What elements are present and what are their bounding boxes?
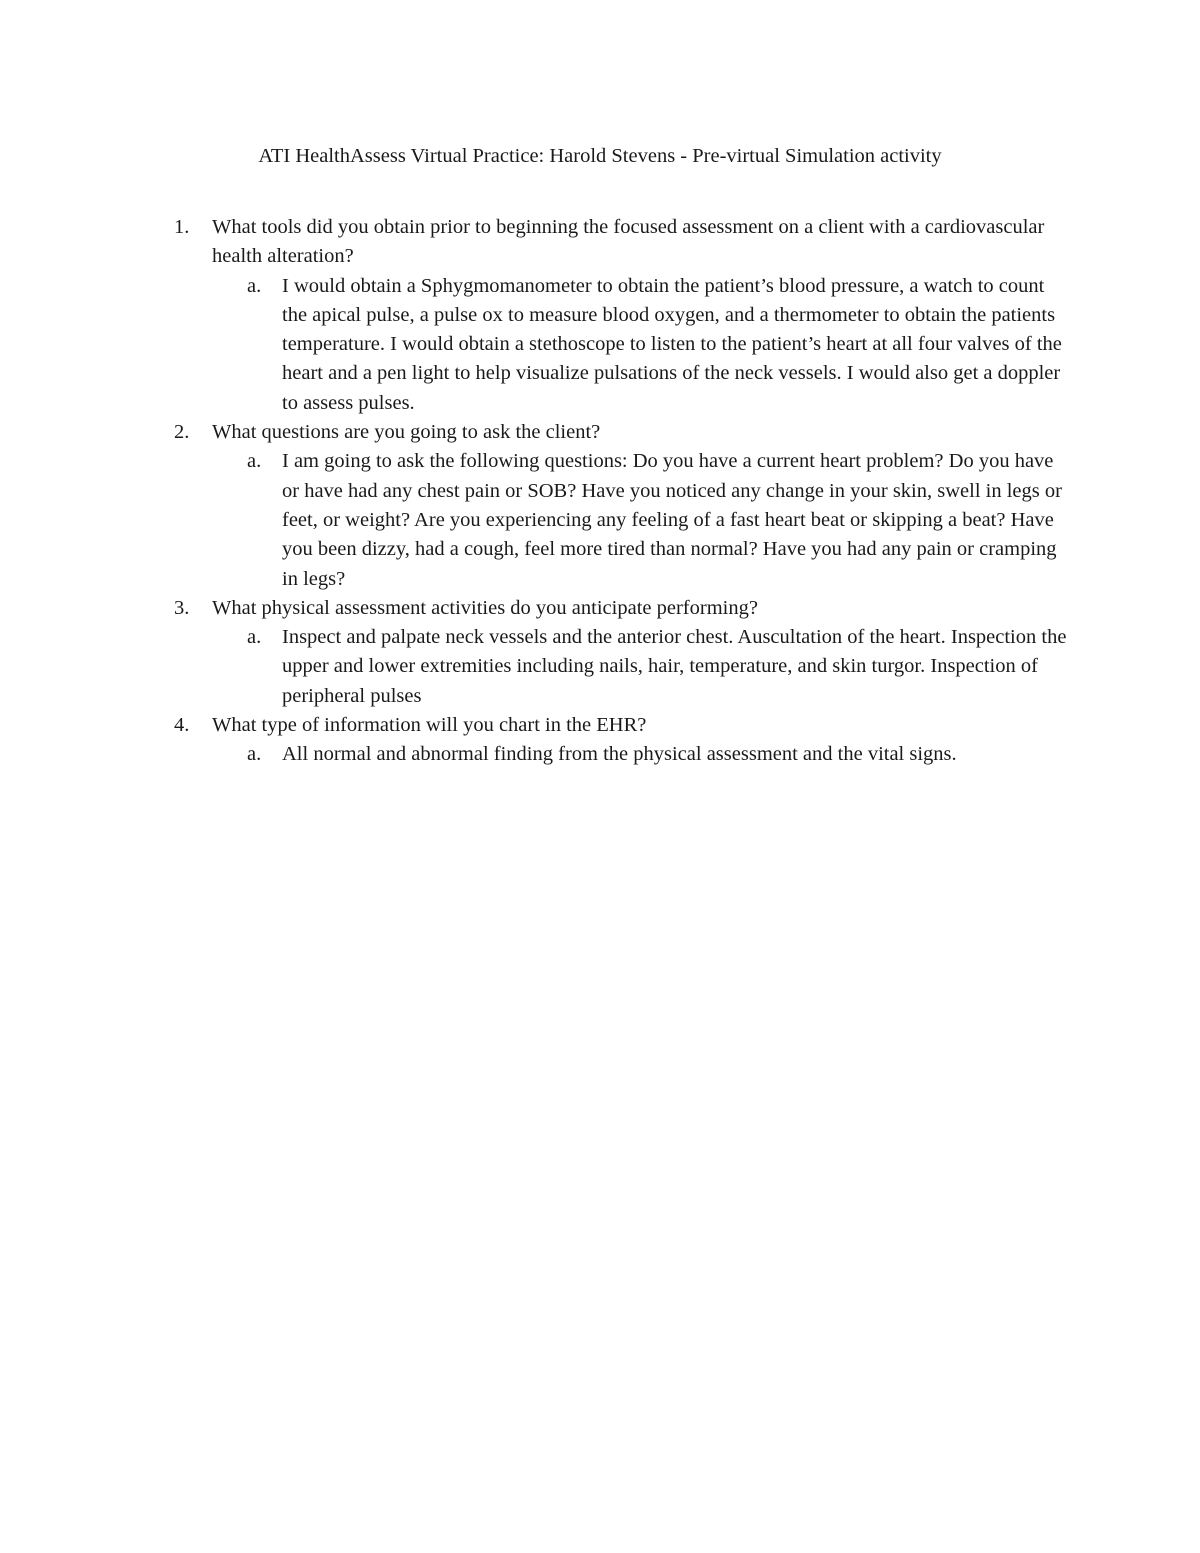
answer-letter: a. xyxy=(247,743,262,766)
question-number: 2. xyxy=(174,421,190,444)
question-item xyxy=(174,711,1074,770)
question-item xyxy=(174,213,1074,418)
answer-letter: a. xyxy=(247,450,262,473)
question-text: What type of information will you chart in the EHR? xyxy=(212,714,647,737)
question-text: What questions are you going to ask the client? xyxy=(212,421,601,444)
answer-letter: a. xyxy=(247,626,262,649)
question-item xyxy=(174,594,1074,711)
answer-text: Inspect and palpate neck vessels and the anterior chest. Auscultation of the heart. Inspection the upper and lower extremities including nails, hair, temperature, and skin turgor. Inspection of peripheral pulses xyxy=(282,626,1067,707)
answer-item xyxy=(212,272,1074,418)
question-number: 3. xyxy=(174,596,190,619)
question-text: What tools did you obtain prior to beginning the focused assessment on a client with a cardiovascular health alteration? xyxy=(212,216,1045,268)
answer-letter: a. xyxy=(247,274,262,297)
question-list xyxy=(174,213,1074,770)
answer-item xyxy=(212,623,1074,711)
question-number: 1. xyxy=(174,216,190,238)
answer-text: I would obtain a Sphygmomanometer to obtain the patient’s blood pressure, a watch to count the apical pulse, a pulse ox to measure blood oxygen, and a thermometer to obtain the patients temperature. I would obtain a stethoscope to listen to the patient’s heart at all four valves of the heart and a pen light to help visualize pulsations of the neck vessels. I would also get a doppler to assess pulses. xyxy=(282,274,1062,414)
answer-item xyxy=(212,740,1074,769)
question-number: 4. xyxy=(174,714,190,737)
document-title: ATI HealthAssess Virtual Practice: Harold Stevens - Pre-virtual Simulation activity xyxy=(258,145,942,167)
question-text: What physical assessment activities do you anticipate performing? xyxy=(212,596,758,619)
answer-item xyxy=(212,447,1074,593)
question-item xyxy=(174,418,1074,594)
answer-text: I am going to ask the following questions: Do you have a current heart problem? Do you have or have had any chest pain or SOB? Have you noticed any change in your skin, swell in legs or feet, or weight? Are you experiencing any feeling of a fast heart beat or skipping a beat? Have you been dizzy, had a cough, feel more tired than normal? Have you had any pain or cramping in legs? xyxy=(282,450,1062,590)
answer-text: All normal and abnormal finding from the physical assessment and the vital signs. xyxy=(282,743,957,766)
